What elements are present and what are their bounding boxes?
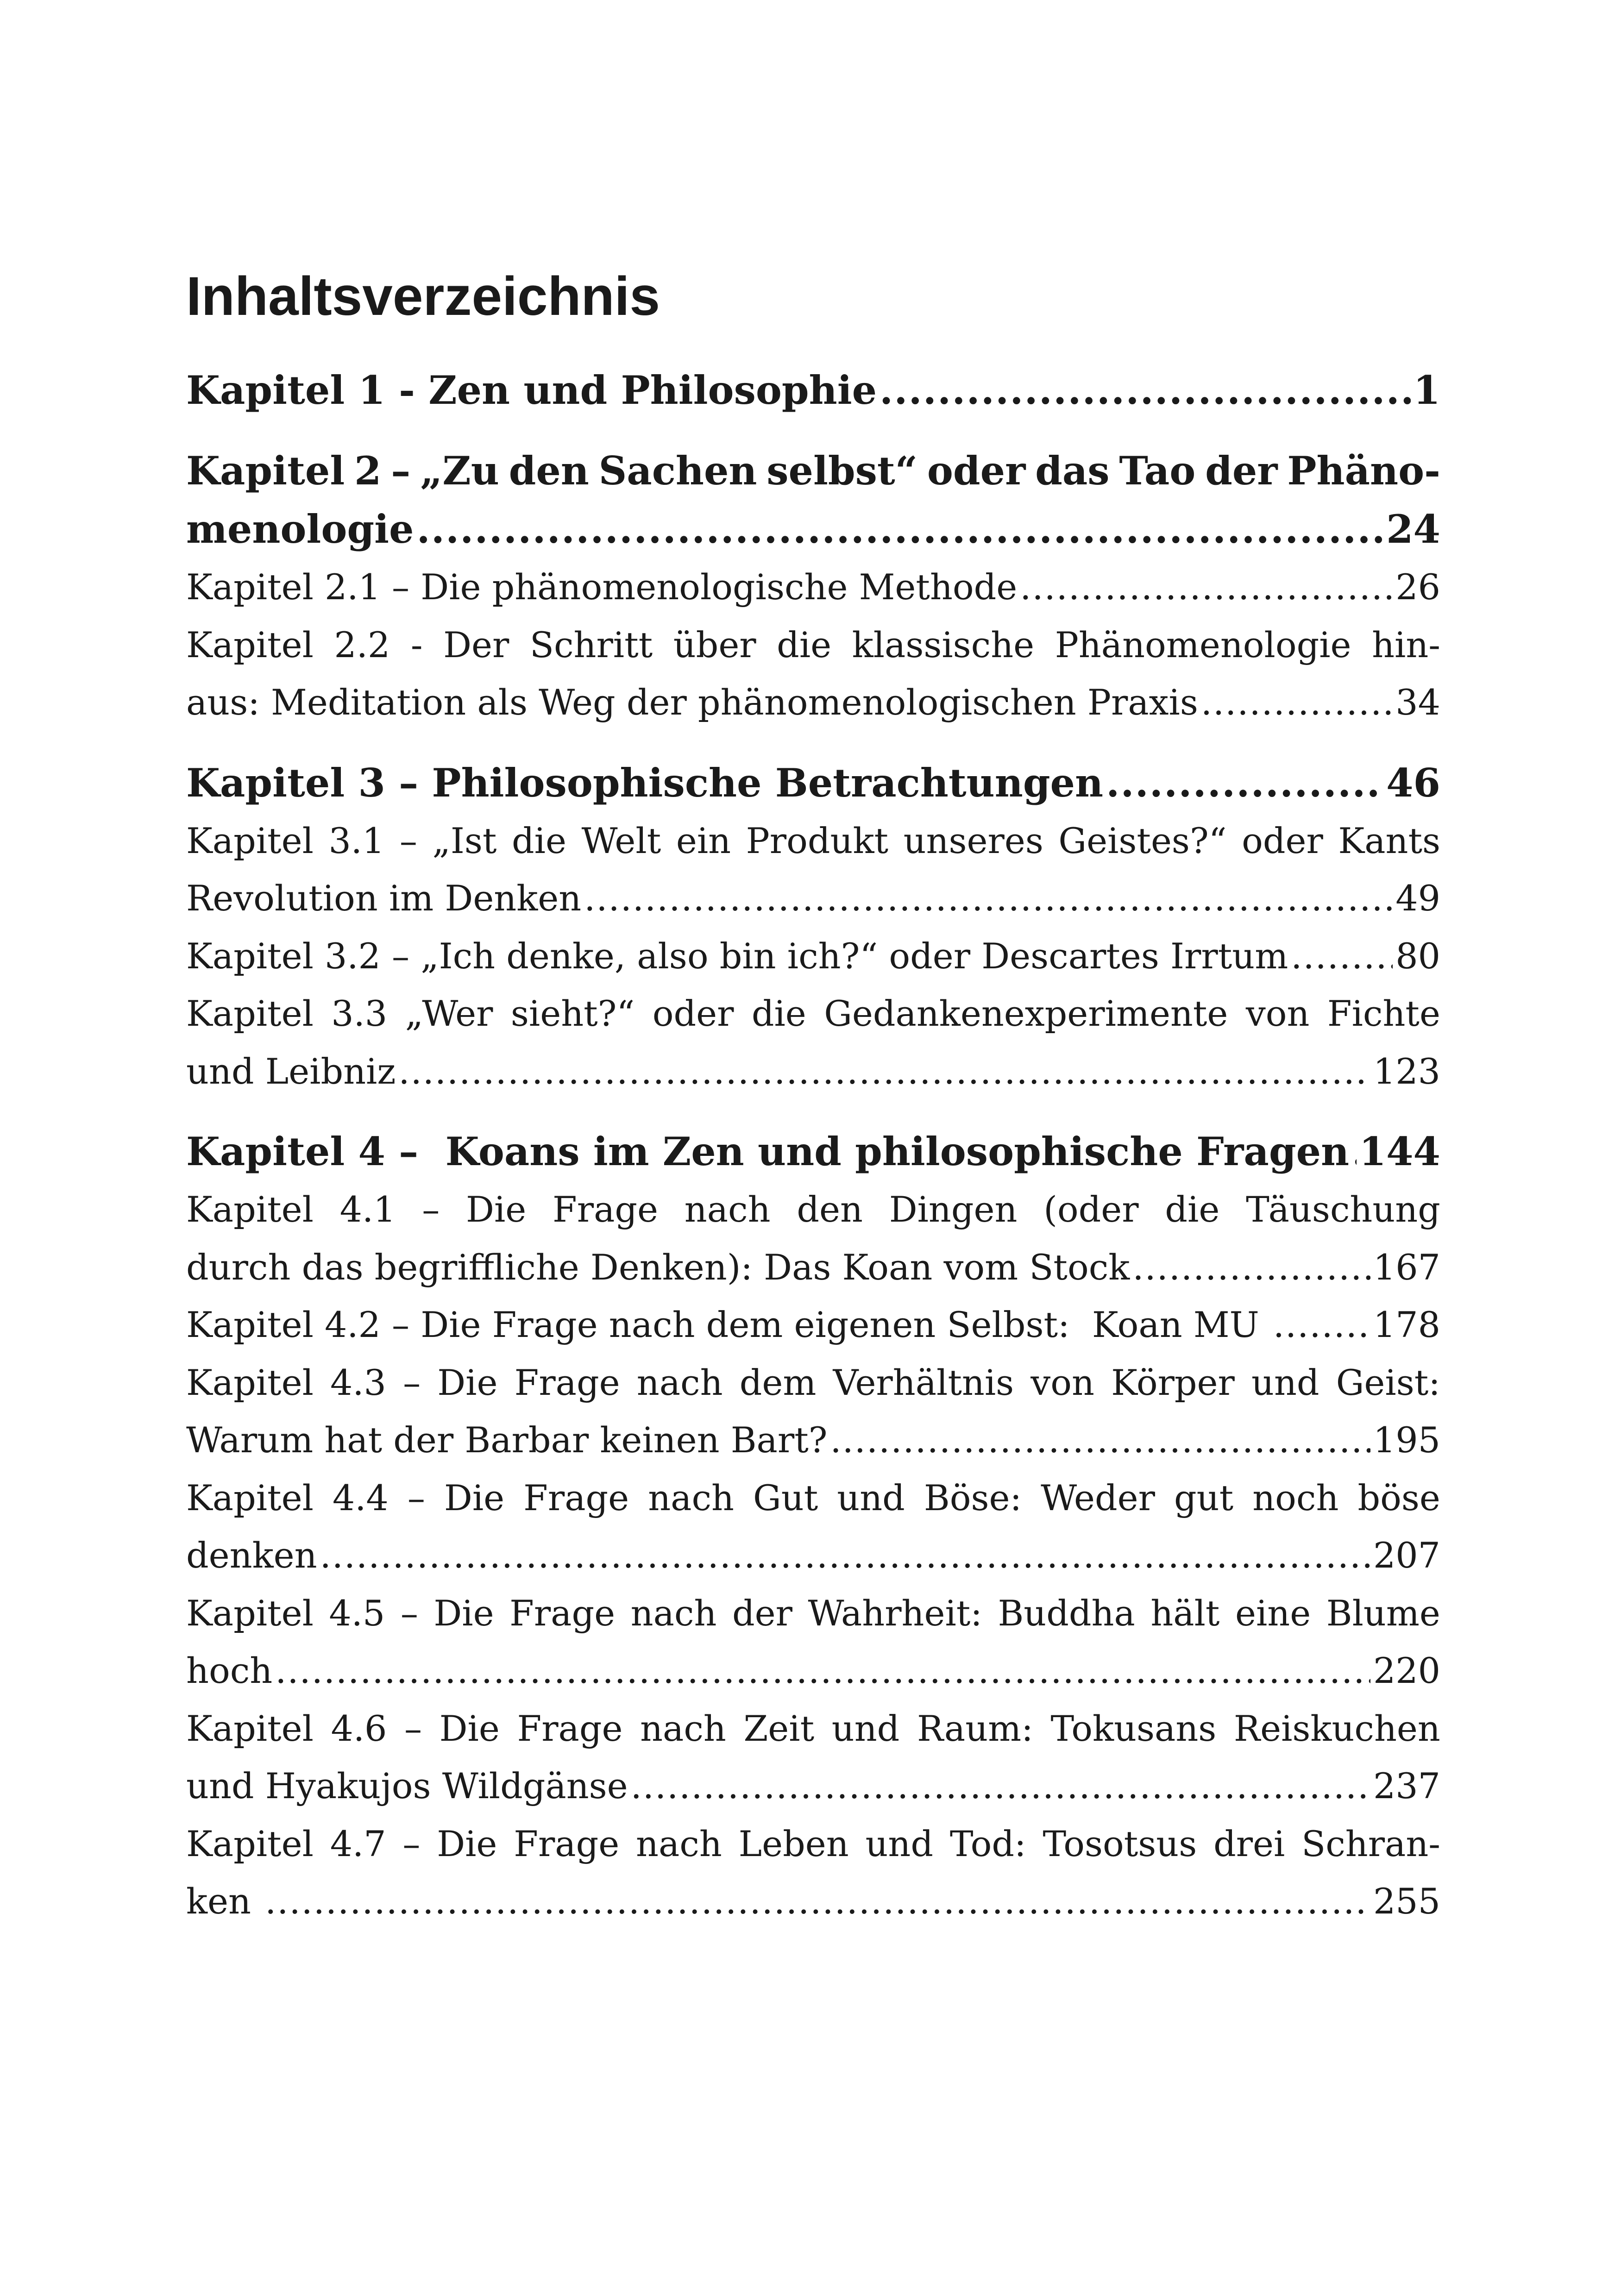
dot-leader (1106, 754, 1383, 812)
toc-entry-last-line (186, 870, 1440, 928)
toc-entry-line: Kapitel 4.5 – Die Frage nach der Wahrheit: Buddha hält eine Blume (186, 1592, 1440, 1634)
toc-page-number: 178 (1373, 1304, 1440, 1345)
toc-section-entry[interactable] (186, 1700, 1440, 1815)
toc-entry-line: Kapitel 3.1 – „Ist die Welt ein Produkt unseres Geistes?“ oder Kants (186, 820, 1440, 861)
toc-entry-last-line (186, 1757, 1440, 1815)
toc-entry-last-line (186, 1642, 1440, 1700)
dot-leader (1273, 1296, 1370, 1354)
toc-section-entry[interactable] (186, 1296, 1440, 1354)
toc-page-number: 34 (1395, 682, 1440, 723)
toc-entry-title: und Leibniz (186, 1050, 396, 1092)
toc-page-number: 167 (1373, 1246, 1440, 1288)
toc-entry-line: Kapitel 2.2 - Der Schritt über die klassische Phänomenologie hin- (186, 624, 1440, 665)
dot-leader (1201, 674, 1393, 732)
toc-entry-last-line (186, 1527, 1440, 1585)
toc-entry-title: Kapitel 3 – Philosophische Betrachtungen (186, 759, 1104, 806)
page-title: Inhaltsverzeichnis (186, 266, 660, 327)
toc-page-number: 46 (1386, 759, 1440, 806)
toc-page-number: 1 (1413, 367, 1440, 413)
toc-page-number: 26 (1395, 566, 1440, 608)
toc-entry-line: Kapitel 4.1 – Die Frage nach den Dingen (oder die Täuschung (186, 1189, 1440, 1230)
toc-page-number: 144 (1359, 1129, 1440, 1174)
toc-entry-title: Kapitel 4.2 – Die Frage nach dem eigenen Selbst: Koan MU (186, 1304, 1270, 1345)
toc-page-number: 255 (1373, 1881, 1440, 1922)
toc-page-number: 195 (1373, 1419, 1440, 1461)
toc-section-entry[interactable] (186, 812, 1440, 928)
table-of-contents (186, 361, 1440, 1931)
dot-leader (265, 1873, 1370, 1931)
toc-entry-title: Revolution im Denken (186, 878, 582, 919)
toc-page-number: 220 (1373, 1650, 1440, 1691)
toc-entry-line: Kapitel 4.4 – Die Frage nach Gut und Böse: Weder gut noch böse (186, 1477, 1440, 1518)
dot-leader (880, 361, 1411, 420)
toc-entry-title: Warum hat der Barbar keinen Bart? (186, 1419, 828, 1461)
toc-entry-line: Kapitel 2 – „Zu den Sachen selbst“ oder das Tao der Phäno- (186, 448, 1440, 494)
dot-leader (631, 1757, 1370, 1815)
toc-entry-line: Kapitel 4.3 – Die Frage nach dem Verhältnis von Körper und Geist: (186, 1361, 1440, 1403)
toc-entry-last-line (186, 1123, 1440, 1181)
toc-section-entry[interactable] (186, 558, 1440, 616)
dot-leader (830, 1411, 1370, 1469)
toc-entry-line: Kapitel 4.6 – Die Frage nach Zeit und Raum: Tokusans Reiskuchen (186, 1707, 1440, 1749)
toc-chapter-entry[interactable] (186, 361, 1440, 420)
toc-section-entry[interactable] (186, 928, 1440, 985)
toc-page-number: 49 (1395, 878, 1440, 919)
toc-entry-last-line (186, 1873, 1440, 1931)
dot-leader (398, 1043, 1370, 1101)
dot-leader (1020, 558, 1393, 616)
toc-section-entry[interactable] (186, 1815, 1440, 1931)
toc-section-entry[interactable] (186, 1585, 1440, 1700)
dot-leader (1352, 1123, 1357, 1181)
toc-section-entry[interactable] (186, 1354, 1440, 1469)
toc-page-number: 80 (1395, 935, 1440, 977)
toc-page-number: 24 (1386, 506, 1440, 552)
toc-entry-last-line (186, 1239, 1440, 1297)
dot-leader (320, 1527, 1370, 1585)
toc-entry-title: hoch (186, 1650, 273, 1691)
toc-chapter-entry[interactable] (186, 754, 1440, 812)
toc-entry-title: menologie (186, 506, 414, 552)
toc-section-entry[interactable] (186, 1469, 1440, 1585)
toc-section-entry[interactable] (186, 985, 1440, 1100)
toc-chapter-entry[interactable] (186, 1123, 1440, 1181)
toc-entry-last-line (186, 1296, 1440, 1354)
toc-page-number: 207 (1373, 1535, 1440, 1576)
toc-entry-last-line (186, 674, 1440, 732)
toc-section-entry[interactable] (186, 616, 1440, 732)
toc-entry-title: aus: Meditation als Weg der phänomenologischen Praxis (186, 682, 1198, 723)
toc-page-number: 237 (1373, 1765, 1440, 1807)
toc-chapter-entry[interactable] (186, 442, 1440, 558)
toc-page-number: 123 (1373, 1050, 1440, 1092)
toc-entry-last-line (186, 1411, 1440, 1469)
toc-entry-title: und Hyakujos Wildgänse (186, 1765, 628, 1807)
toc-entry-last-line (186, 558, 1440, 616)
toc-entry-line: Kapitel 3.3 „Wer sieht?“ oder die Gedankenexperimente von Fichte (186, 993, 1440, 1034)
dot-leader (1291, 928, 1393, 985)
dot-leader (416, 500, 1383, 558)
toc-entry-title: ken (186, 1881, 263, 1922)
dot-leader (275, 1642, 1370, 1700)
toc-entry-title: denken (186, 1535, 317, 1576)
toc-entry-last-line (186, 754, 1440, 812)
toc-section-entry[interactable] (186, 1181, 1440, 1296)
toc-entry-last-line (186, 1043, 1440, 1101)
toc-entry-title: Kapitel 1 - Zen und Philosophie (186, 367, 877, 413)
toc-entry-last-line (186, 928, 1440, 985)
toc-entry-title: Kapitel 4 – Koans im Zen und philosophische Fragen (186, 1129, 1350, 1174)
toc-entry-line: Kapitel 4.7 – Die Frage nach Leben und Tod: Tosotsus drei Schran- (186, 1823, 1440, 1864)
dot-leader (1132, 1239, 1370, 1297)
toc-entry-title: durch das begriffliche Denken): Das Koan vom Stock (186, 1246, 1130, 1288)
toc-entry-title: Kapitel 2.1 – Die phänomenologische Methode (186, 566, 1018, 608)
dot-leader (584, 870, 1393, 928)
toc-entry-last-line (186, 500, 1440, 558)
toc-entry-title: Kapitel 3.2 – „Ich denke, also bin ich?“ oder Descartes Irrtum (186, 935, 1288, 977)
toc-entry-last-line (186, 361, 1440, 420)
